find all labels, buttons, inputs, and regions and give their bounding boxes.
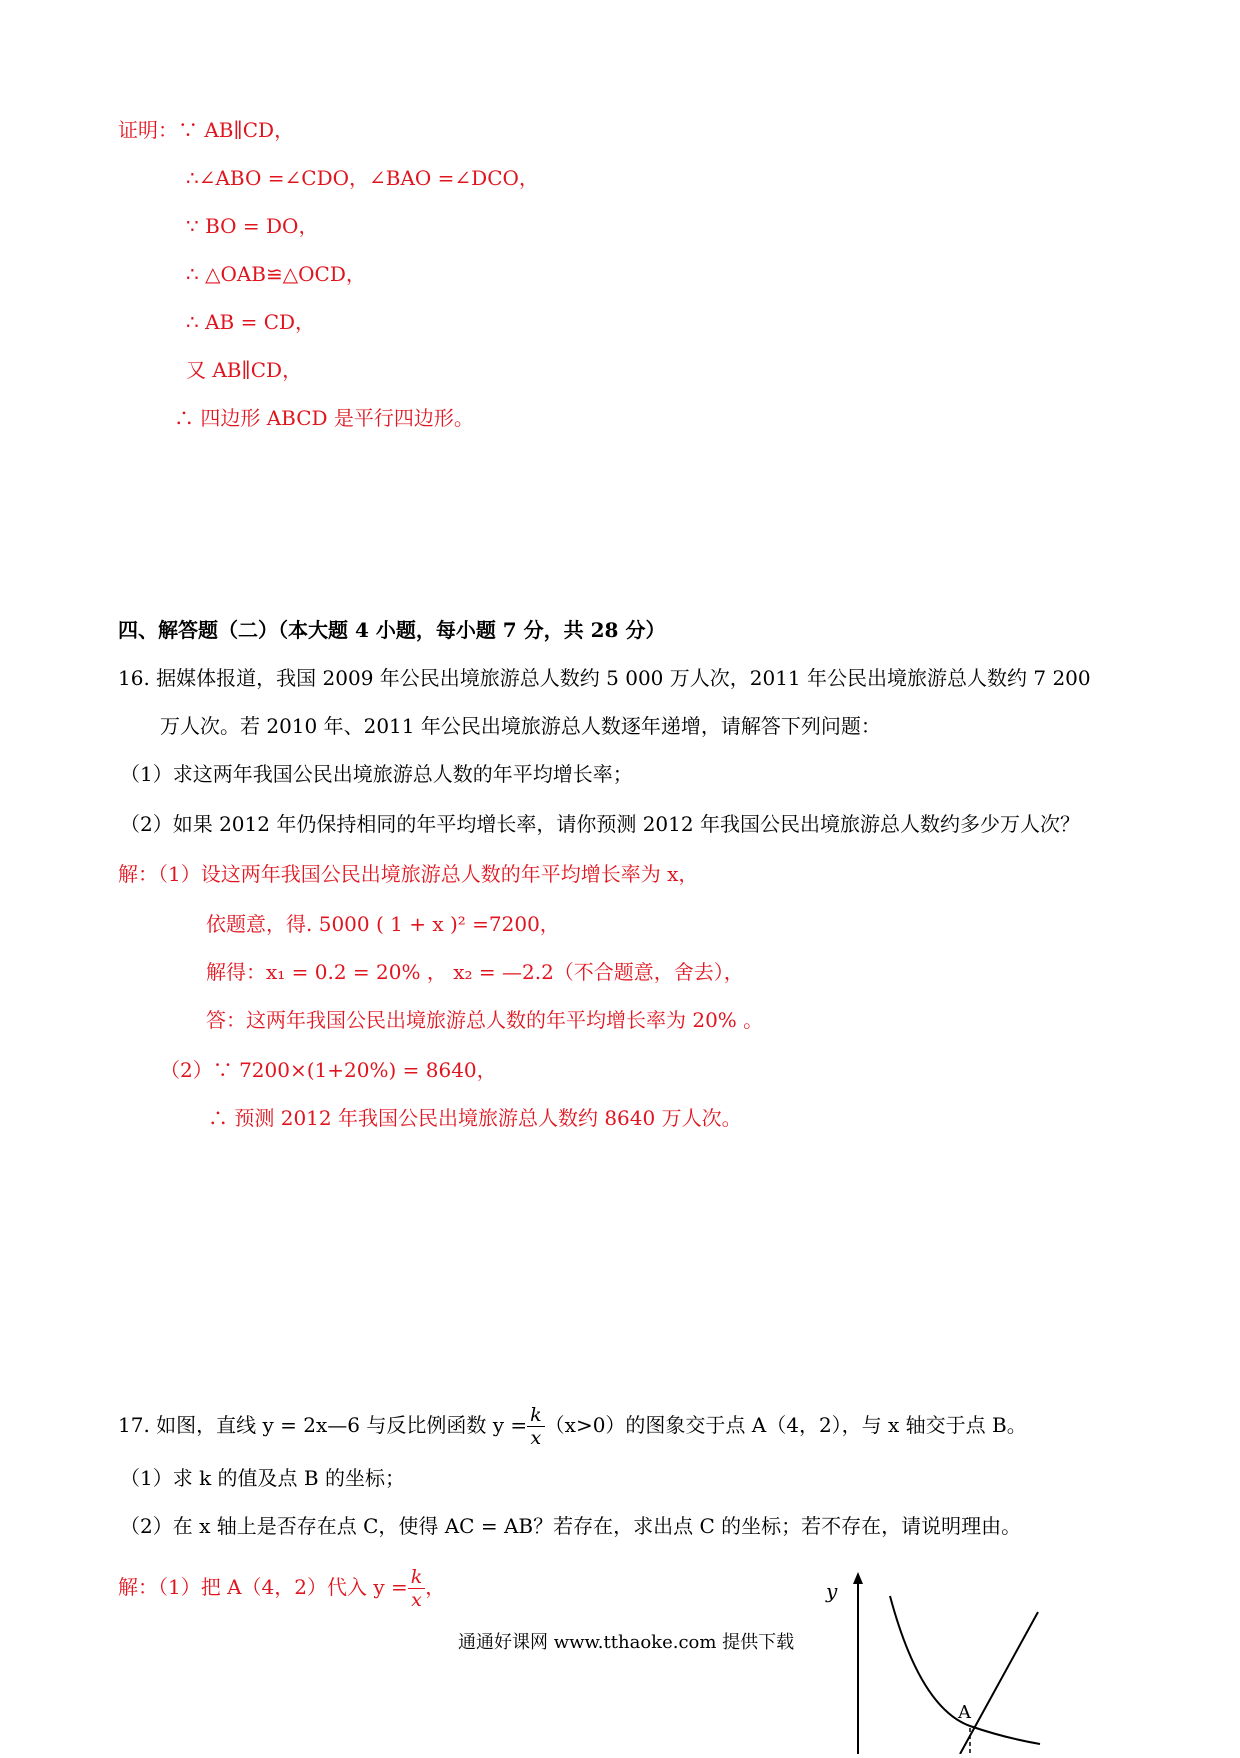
q16-answer-4: 答：这两年我国公民出境旅游总人数的年平均增长率为 20% 。 — [206, 1008, 764, 1032]
q16-line-2: 万人次。若 2010 年、2011 年公民出境旅游总人数逐年递增，请解答下列问题： — [160, 714, 881, 738]
q16-answer-5: （2）∵ 7200×(1+20%) = 8640， — [160, 1058, 497, 1082]
straight-line — [960, 1612, 1038, 1754]
q17-answer-start: 解：（1）把 A（4，2）代入 y = — [118, 1575, 408, 1599]
y-axis-arrow — [853, 1572, 863, 1584]
q16-part-2: （2）如果 2012 年仍保持相同的年平均增长率，请你预测 2012 年我国公民出境旅游总人数约多少万人次？ — [120, 812, 1080, 836]
q16-part-1: （1）求这两年我国公民出境旅游总人数的年平均增长率； — [120, 762, 633, 786]
function-graph-figure — [820, 1568, 1060, 1754]
proof-line-3: ∵ BO = DO， — [186, 214, 319, 238]
fraction-numerator: k — [527, 1404, 545, 1427]
q16-answer-1: 解：（1）设这两年我国公民出境旅游总人数的年平均增长率为 x， — [118, 862, 699, 886]
q17-stem-start: 17. 如图，直线 y = 2x—6 与反比例函数 y = — [118, 1413, 528, 1437]
q17-part-1: （1）求 k 的值及点 B 的坐标； — [120, 1466, 405, 1490]
y-axis-label: y — [826, 1579, 838, 1603]
graph-svg — [820, 1568, 1060, 1754]
q17-line-1 — [118, 1404, 1027, 1449]
q16-answer-2: 依题意，得. 5000 ( 1 + x )² =7200， — [206, 912, 560, 936]
q16-answer-6: ∴ 预测 2012 年我国公民出境旅游总人数约 8640 万人次。 — [208, 1106, 742, 1130]
point-a-label: A — [958, 1702, 971, 1723]
proof-line-4: ∴ △OAB≌△OCD， — [186, 262, 366, 286]
q17-answer-1 — [118, 1566, 445, 1611]
q17-answer-fraction — [408, 1566, 426, 1611]
proof-line-2: ∴∠ABO =∠CDO，∠BAO =∠DCO， — [186, 166, 539, 190]
q17-fraction — [527, 1404, 545, 1449]
fraction-denominator: x — [411, 1589, 422, 1611]
fraction-numerator: k — [408, 1566, 426, 1589]
q16-answer-3: 解得：x₁ = 0.2 = 20% ， x₂ = —2.2（不合题意，舍去）， — [206, 960, 744, 984]
q16-line-1: 16. 据媒体报道，我国 2009 年公民出境旅游总人数约 5 000 万人次，2011 年公民出境旅游总人数约 7 200 — [118, 666, 1091, 690]
proof-line-5: ∴ AB = CD， — [186, 310, 316, 334]
footer-credit: 通通好课网 www.tthaoke.com 提供下载 — [458, 1632, 795, 1653]
q17-stem-end: （x>0）的图象交于点 A（4，2），与 x 轴交于点 B。 — [544, 1413, 1027, 1437]
proof-line-7: ∴ 四边形 ABCD 是平行四边形。 — [174, 406, 474, 430]
fraction-denominator: x — [530, 1427, 542, 1449]
proof-line-1: 证明：∵ AB∥CD， — [118, 118, 295, 142]
q17-part-2: （2）在 x 轴上是否存在点 C，使得 AC = AB？若存在，求出点 C 的坐标；若不存在，请说明理由。 — [120, 1514, 1022, 1538]
q17-answer-end: ， — [425, 1575, 446, 1599]
section-heading: 四、解答题（二）（本大题 4 小题，每小题 7 分，共 28 分） — [118, 618, 666, 642]
proof-line-6: 又 AB∥CD， — [186, 358, 303, 382]
